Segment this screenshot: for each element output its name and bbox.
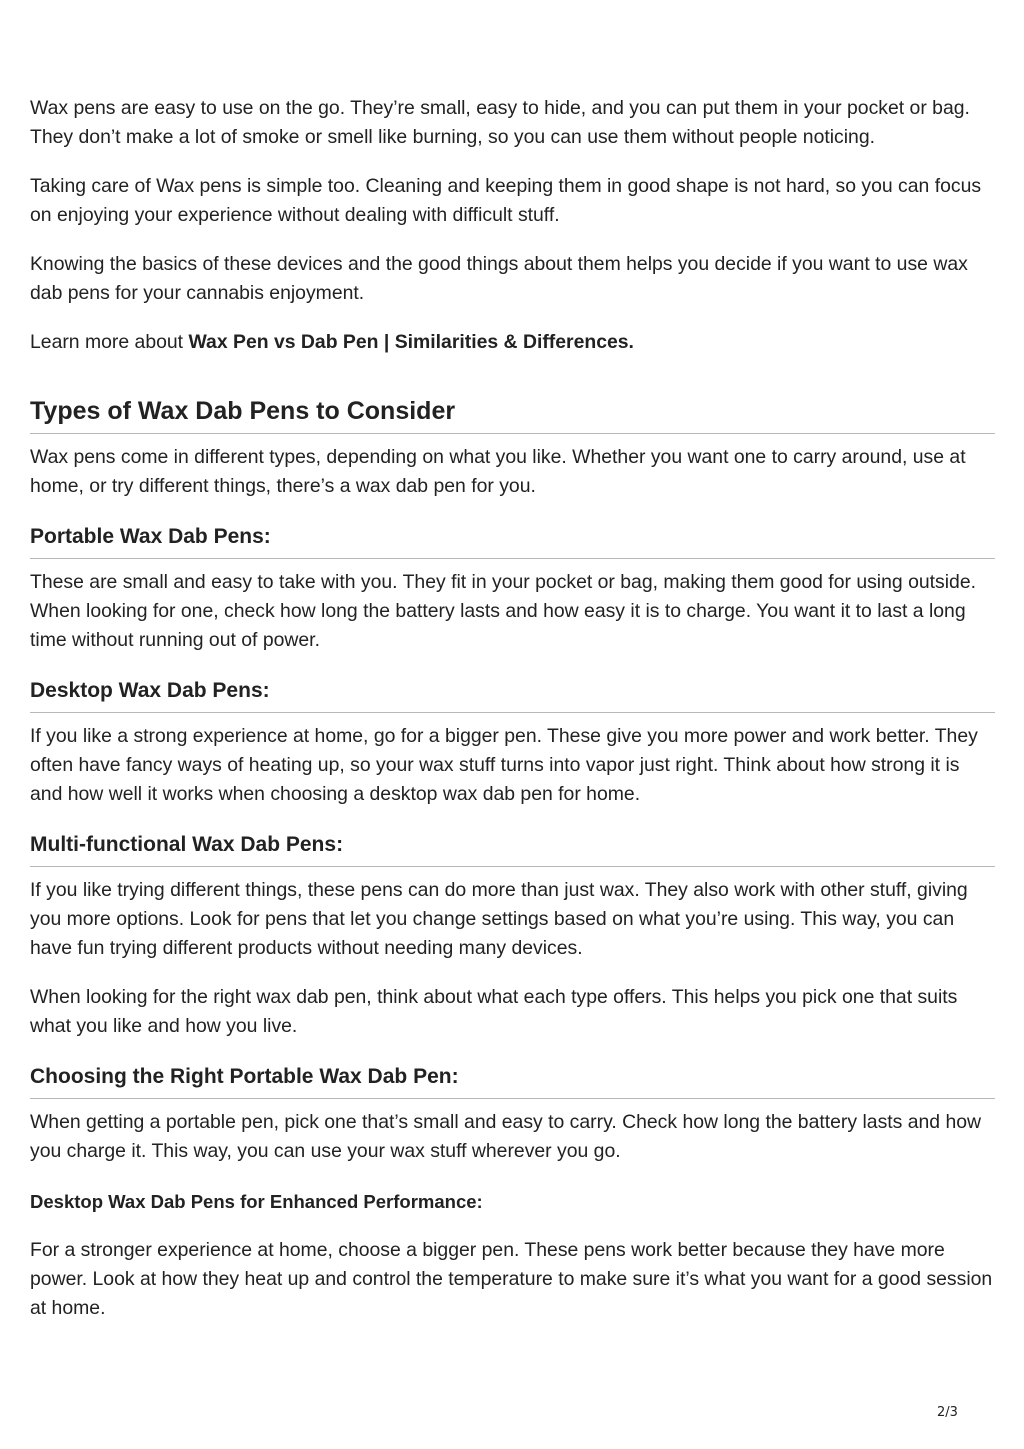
portable-body: These are small and easy to take with you. They fit in your pocket or bag, making them good for using outside. When looking for one, check how long the battery lasts and how easy it is to charge. You want it to last a long time without running out of power. bbox=[30, 571, 976, 651]
enhanced-body: For a stronger experience at home, choose a bigger pen. These pens work better because they have more power. Look at how they heat up and control the temperature to make sure it’s what you want for a good session at home. bbox=[30, 1239, 993, 1319]
portable-heading: Portable Wax Dab Pens: bbox=[30, 523, 995, 559]
types-heading: Types of Wax Dab Pens to Consider bbox=[30, 395, 995, 434]
intro-paragraph-3: Knowing the basics of these devices and the good things about them helps you decide if you want to use wax dab pens for your cannabis enjoyment. bbox=[30, 253, 968, 304]
intro-paragraph-2: Taking care of Wax pens is simple too. Cleaning and keeping them in good shape is not hard, so you can focus on enjoying your experience without dealing with difficult stuff. bbox=[30, 175, 982, 226]
page-number: 2/3 bbox=[937, 1405, 958, 1420]
desktop-heading: Desktop Wax Dab Pens: bbox=[30, 677, 995, 713]
enhanced-heading: Desktop Wax Dab Pens for Enhanced Performance: bbox=[30, 1191, 483, 1212]
learn-more-link[interactable]: Wax Pen vs Dab Pen | Similarities & Differences. bbox=[188, 331, 634, 353]
intro-paragraph-1: Wax pens are easy to use on the go. They’re small, easy to hide, and you can put them in your pocket or bag. They don’t make a lot of smoke or smell like burning, so you can use them without people noticing. bbox=[30, 97, 970, 148]
learn-more-line bbox=[30, 328, 995, 357]
multi-body-1: If you like trying different things, these pens can do more than just wax. They also work with other stuff, giving you more options. Look for pens that let you change settings based on what you’re using. This way, you can have fun trying different products without needing many devices. bbox=[30, 879, 968, 959]
choosing-heading: Choosing the Right Portable Wax Dab Pen: bbox=[30, 1063, 995, 1099]
types-body: Wax pens come in different types, depending on what you like. Whether you want one to carry around, use at home, or try different things, there’s a wax dab pen for you. bbox=[30, 446, 966, 497]
multi-heading: Multi-functional Wax Dab Pens: bbox=[30, 831, 995, 867]
multi-body-2: When looking for the right wax dab pen, think about what each type offers. This helps you pick one that suits what you like and how you live. bbox=[30, 986, 958, 1037]
choosing-body: When getting a portable pen, pick one that’s small and easy to carry. Check how long the battery lasts and how you charge it. This way, you can use your wax stuff wherever you go. bbox=[30, 1111, 982, 1162]
learn-more-prefix: Learn more about bbox=[30, 331, 189, 353]
desktop-body: If you like a strong experience at home, go for a bigger pen. These give you more power and work better. They often have fancy ways of heating up, so your wax stuff turns into vapor just right. Think about how strong it is and how well it works when choosing a desktop wax dab pen for home. bbox=[30, 725, 978, 805]
document-page bbox=[30, 94, 995, 1323]
